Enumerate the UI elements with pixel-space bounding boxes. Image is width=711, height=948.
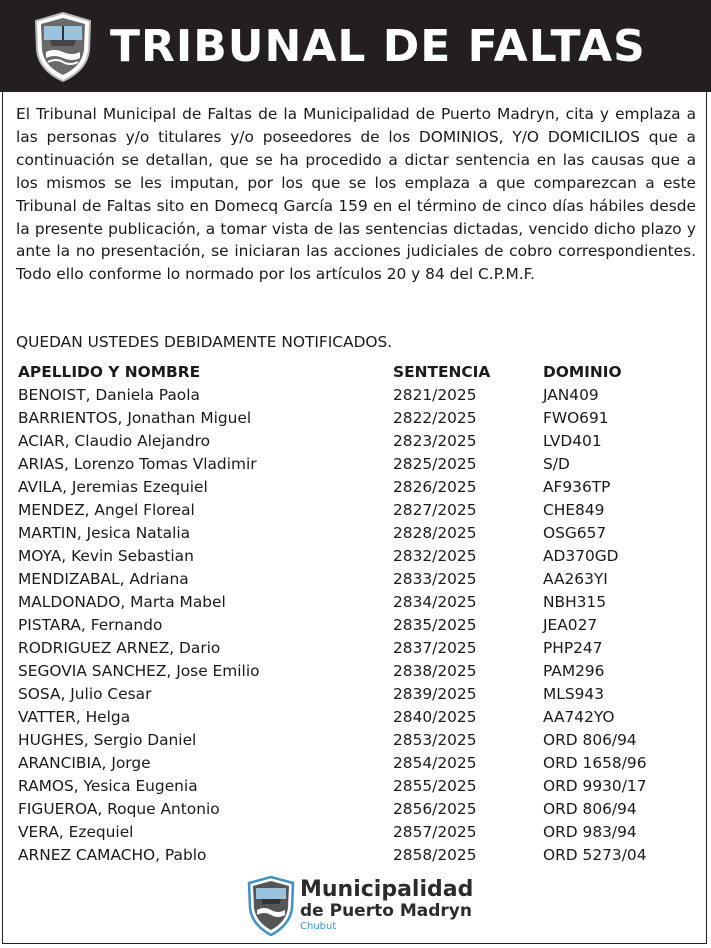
table-row [18, 545, 698, 568]
sentences-table [18, 361, 698, 867]
cell-name: ACIAR, Claudio Alejandro [18, 432, 211, 450]
cell-sentencia: 2827/2025 [393, 501, 477, 519]
table-row [18, 844, 698, 867]
cell-name: MENDEZ, Angel Floreal [18, 501, 195, 519]
cell-name: RAMOS, Yesica Eugenia [18, 777, 198, 795]
table-row [18, 660, 698, 683]
cell-sentencia: 2839/2025 [393, 685, 477, 703]
cell-sentencia: 2840/2025 [393, 708, 477, 726]
cell-sentencia: 2838/2025 [393, 662, 477, 680]
cell-sentencia: 2821/2025 [393, 386, 477, 404]
table-row [18, 499, 698, 522]
cell-sentencia: 2854/2025 [393, 754, 477, 772]
cell-name: FIGUEROA, Roque Antonio [18, 800, 220, 818]
cell-dominio: JAN409 [543, 386, 599, 404]
cell-name: VERA, Ezequiel [18, 823, 134, 841]
cell-sentencia: 2853/2025 [393, 731, 477, 749]
table-row [18, 706, 698, 729]
cell-sentencia: 2825/2025 [393, 455, 477, 473]
table-header-row [18, 361, 698, 384]
cell-sentencia: 2833/2025 [393, 570, 477, 588]
cell-dominio: AF936TP [543, 478, 611, 496]
cell-name: AVILA, Jeremias Ezequiel [18, 478, 208, 496]
cell-sentencia: 2832/2025 [393, 547, 477, 565]
table-row [18, 752, 698, 775]
cell-dominio: ORD 983/94 [543, 823, 637, 841]
cell-sentencia: 2822/2025 [393, 409, 477, 427]
table-row [18, 522, 698, 545]
cell-dominio: OSG657 [543, 524, 607, 542]
table-row [18, 384, 698, 407]
cell-sentencia: 2834/2025 [393, 593, 477, 611]
cell-dominio: LVD401 [543, 432, 602, 450]
cell-sentencia: 2855/2025 [393, 777, 477, 795]
cell-name: BARRIENTOS, Jonathan Miguel [18, 409, 252, 427]
table-row [18, 407, 698, 430]
cell-dominio: CHE849 [543, 501, 605, 519]
cell-sentencia: 2828/2025 [393, 524, 477, 542]
cell-dominio: JEA027 [543, 616, 598, 634]
table-row [18, 591, 698, 614]
cell-name: VATTER, Helga [18, 708, 131, 726]
cell-dominio: S/D [543, 455, 570, 473]
notification-line: QUEDAN USTEDES DEBIDAMENTE NOTIFICADOS. [16, 333, 393, 351]
cell-dominio: FWO691 [543, 409, 609, 427]
cell-dominio: ORD 806/94 [543, 800, 637, 818]
cell-name: MOYA, Kevin Sebastian [18, 547, 194, 565]
page-title: TRIBUNAL DE FALTAS [110, 21, 646, 72]
table-row [18, 683, 698, 706]
table-row [18, 476, 698, 499]
cell-sentencia: 2823/2025 [393, 432, 477, 450]
cell-sentencia: 2858/2025 [393, 846, 477, 864]
cell-name: MARTIN, Jesica Natalia [18, 524, 191, 542]
wordmark-line-2: de Puerto Madryn [300, 901, 472, 921]
table-row [18, 729, 698, 752]
cell-dominio: ORD 9930/17 [543, 777, 647, 795]
cell-sentencia: 2857/2025 [393, 823, 477, 841]
column-header-dominio: DOMINIO [543, 363, 622, 381]
table-row [18, 568, 698, 591]
municipal-shield-icon [34, 12, 92, 82]
cell-dominio: PHP247 [543, 639, 603, 657]
cell-dominio: ORD 5273/04 [543, 846, 647, 864]
table-row [18, 637, 698, 660]
cell-sentencia: 2835/2025 [393, 616, 477, 634]
cell-dominio: AA742YO [543, 708, 615, 726]
cell-dominio: MLS943 [543, 685, 604, 703]
cell-dominio: NBH315 [543, 593, 607, 611]
cell-name: SEGOVIA SANCHEZ, Jose Emilio [18, 662, 260, 680]
cell-dominio: AD370GD [543, 547, 619, 565]
table-row [18, 453, 698, 476]
table-row [18, 798, 698, 821]
cell-dominio: ORD 806/94 [543, 731, 637, 749]
column-header-sentencia: SENTENCIA [393, 363, 491, 381]
cell-name: MALDONADO, Marta Mabel [18, 593, 226, 611]
cell-sentencia: 2826/2025 [393, 478, 477, 496]
municipality-wordmark [300, 878, 473, 932]
cell-name: RODRIGUEZ ARNEZ, Dario [18, 639, 221, 657]
header-banner [0, 0, 711, 92]
column-header-name: APELLIDO Y NOMBRE [18, 363, 201, 381]
cell-sentencia: 2837/2025 [393, 639, 477, 657]
wordmark-line-3: Chubut [300, 921, 337, 932]
cell-dominio: PAM296 [543, 662, 605, 680]
table-row [18, 430, 698, 453]
table-row [18, 821, 698, 844]
cell-name: SOSA, Julio Cesar [18, 685, 152, 703]
wordmark-line-1: Municipalidad [300, 877, 474, 902]
cell-name: MENDIZABAL, Adriana [18, 570, 189, 588]
municipal-shield-icon [247, 876, 295, 936]
cell-name: ARIAS, Lorenzo Tomas Vladimir [18, 455, 257, 473]
table-row [18, 614, 698, 637]
cell-sentencia: 2856/2025 [393, 800, 477, 818]
cell-dominio: ORD 1658/96 [543, 754, 647, 772]
intro-paragraph: El Tribunal Municipal de Faltas de la Municipalidad de Puerto Madryn, cita y emplaza a las personas y/o titulares y/o poseedores de los DOMINIOS, Y/O DOMICILIOS que a continuación se detallan, que se ha procedido a dictar sentencia en las causas que a los mismos se les imputan, por los que se los emplaza a que comparezcan a este Tribunal de Faltas sito en Domecq García 159 en el término de cinco días hábiles desde la presente publicación, a tomar vista de las sentencias dictadas, vencido dicho plazo y ante la no presentación, se iniciaran las acciones judiciales de cobro correspondientes. Todo ello conforme lo normado por los artículos 20 y 84 del C.P.M.F. [16, 105, 696, 284]
cell-name: BENOIST, Daniela Paola [18, 386, 200, 404]
cell-name: ARANCIBIA, Jorge [18, 754, 151, 772]
cell-name: PISTARA, Fernando [18, 616, 163, 634]
table-row [18, 775, 698, 798]
cell-name: HUGHES, Sergio Daniel [18, 731, 197, 749]
cell-name: ARNEZ CAMACHO, Pablo [18, 846, 207, 864]
cell-dominio: AA263YI [543, 570, 608, 588]
